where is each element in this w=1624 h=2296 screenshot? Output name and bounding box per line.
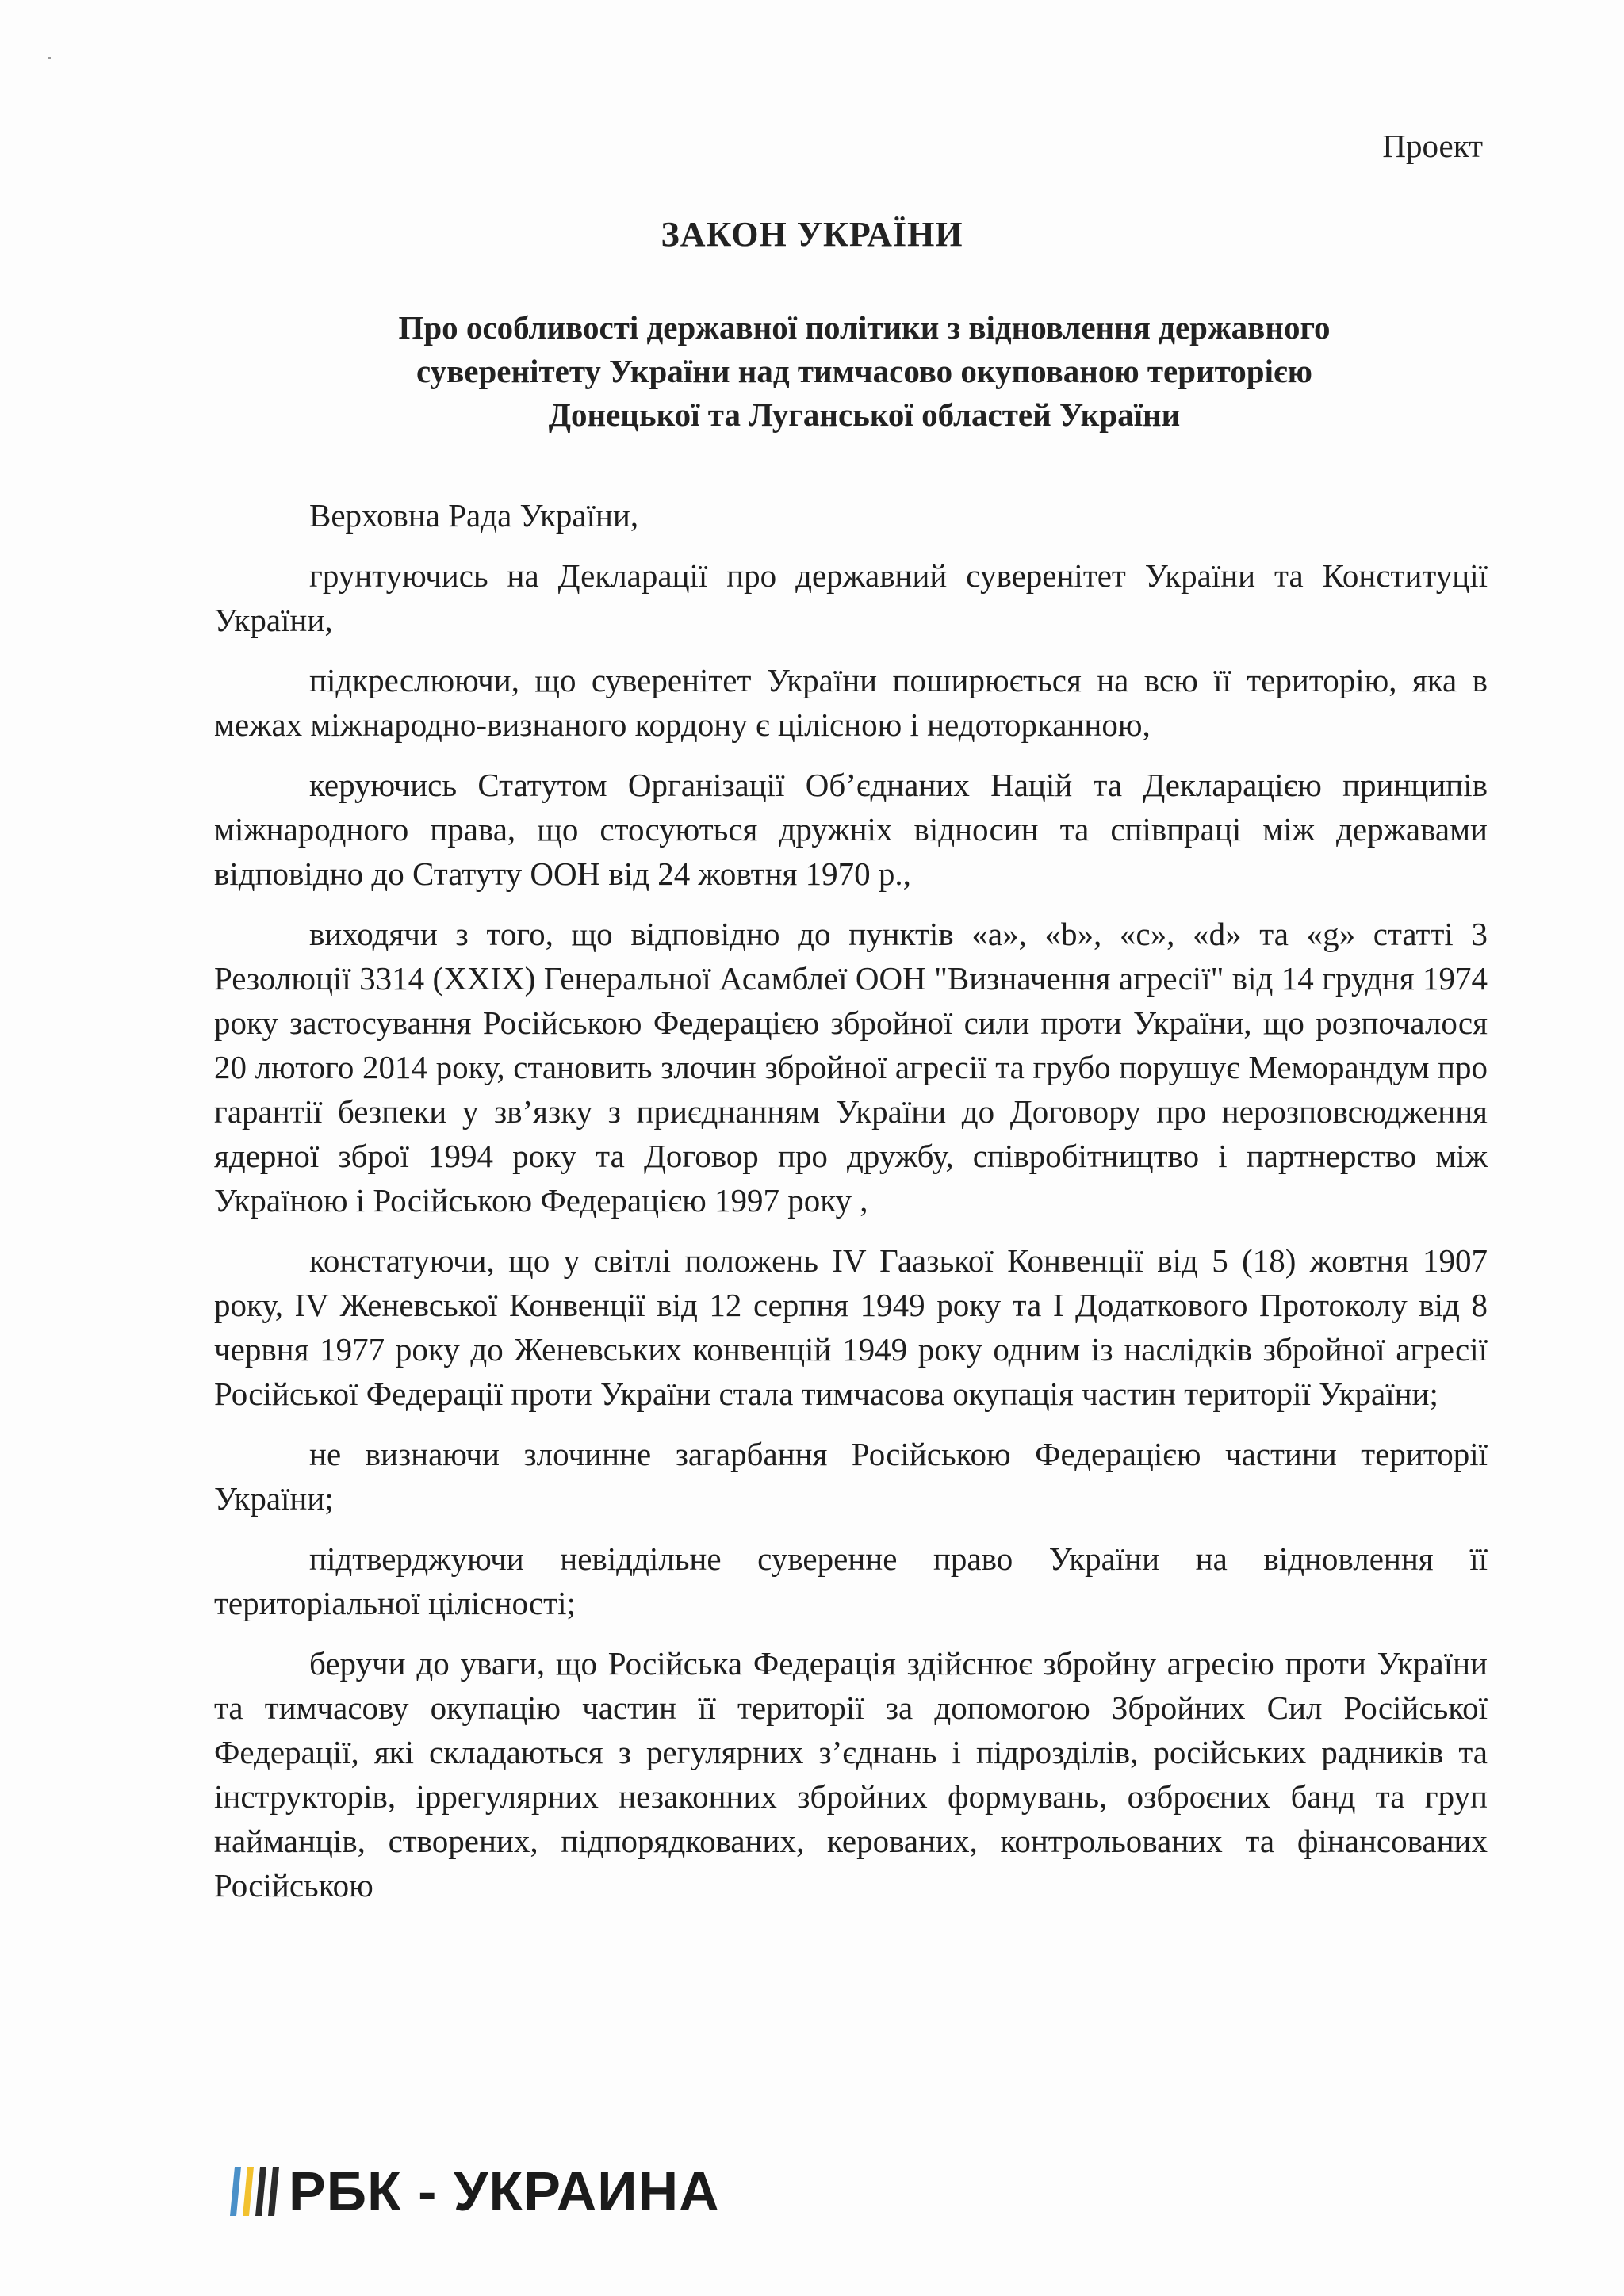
- law-title: ЗАКОН УКРАЇНИ: [661, 215, 963, 254]
- rbc-stripes-icon: [224, 2167, 279, 2216]
- preamble-paragraph: керуючись Статутом Організації Об’єднаних Націй та Декларацією принципів міжнародного права, що стосуються дружніх відносин та співпраці між державами відповідно до Статуту ООН від 24 жовтня 1970 р.,: [214, 767, 1488, 892]
- subtitle-line: суверенітету України над тимчасово окупованою територією: [416, 353, 1313, 389]
- preamble-paragraph: констатуючи, що у світлі положень IV Гаазької Конвенції від 5 (18) жовтня 1907 року, IV Женевської Конвенції від 12 серпня 1949 року та І Додаткового Протоколу від 8 червня 1977 року до Женевських конвенцій 1949 року одним із наслідків збройної агресії Російської Федерації проти України стала тимчасова окупація частин території України;: [214, 1242, 1488, 1412]
- preamble-paragraph: Верховна Рада України,: [309, 497, 639, 534]
- preamble-paragraph: беручи до уваги, що Російська Федерація здійснює збройну агресію проти України та тимчасову окупацію частин її території за допомогою Збройних Сил Російської Федерації, які складаються з регулярних з’єднань і підрозділів, російських радників та інструкторів, іррегулярних незаконних збройних формувань, озброєних банд та груп найманців, створених, підпорядкованих, керованих, контрольованих та фінансованих Російською: [214, 1645, 1488, 1904]
- subtitle-line: Про особливості державної політики з відновлення державного: [398, 309, 1331, 346]
- subtitle-line: Донецької та Луганської областей України: [548, 396, 1181, 433]
- preamble-paragraph: грунтуючись на Декларації про державний суверенітет України та Конституції України,: [214, 557, 1488, 638]
- rbc-ukraine-logo: [224, 2161, 720, 2221]
- preamble-paragraph: підкреслюючи, що суверенітет України поширюється на всю її територію, яка в межах міжнародно-визнаного кордону є цілісною і недоторканною,: [214, 662, 1488, 743]
- preamble-paragraph: виходячи з того, що відповідно до пунктів «a», «b», «c», «d» та «g» статті 3 Резолюції 3314 (XXIX) Генеральної Асамблеї ООН "Визначення агресії" від 14 грудня 1974 року застосування Російською Федерацією збройної сили проти України, що розпочалося 20 лютого 2014 року, становить злочин збройної агресії та грубо порушує Меморандум про гарантії безпеки у зв’язку з приєднанням України до Договору про нерозповсюдження ядерної зброї 1994 року та Договор про дружбу, співробітництво і партнерство між Україною і Російською Федерацією 1997 року ,: [214, 916, 1488, 1219]
- draft-label: Проект: [1382, 128, 1483, 164]
- law-subtitle: [285, 306, 1443, 437]
- preamble-paragraph: не визнаючи злочинне загарбання Російською Федерацією частини території України;: [214, 1436, 1488, 1517]
- preamble-body: [214, 493, 1488, 1923]
- logo-wordmark: РБК - УКРАИНА: [289, 2160, 720, 2222]
- preamble-paragraph: підтверджуючи невіддільне суверенне право України на відновлення її територіальної цілісності;: [214, 1540, 1488, 1621]
- scan-speck: [48, 57, 51, 59]
